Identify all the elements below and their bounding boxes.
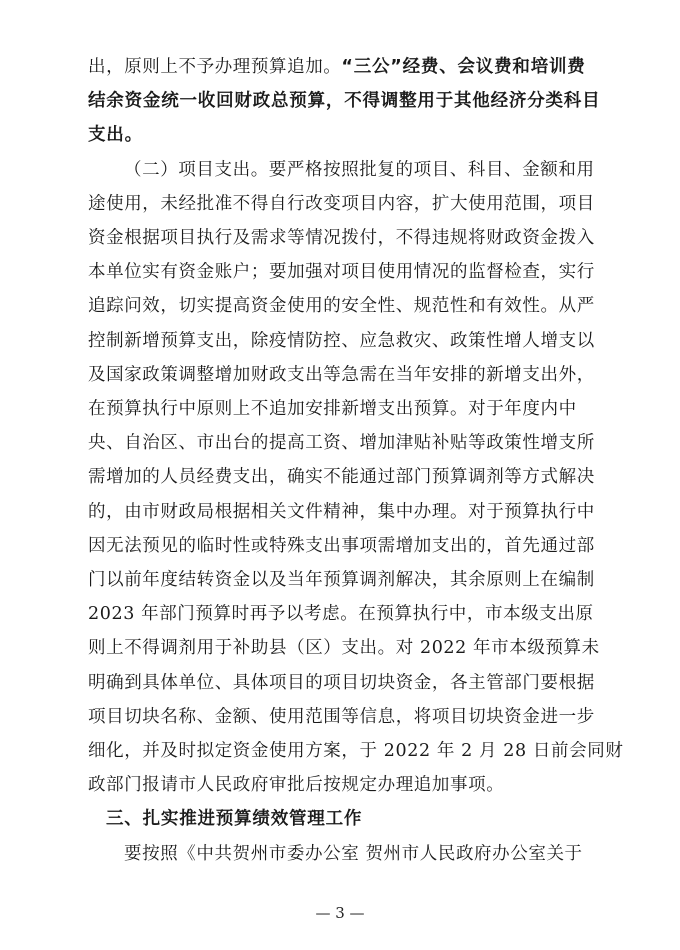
paragraph-line	[88, 53, 608, 81]
paragraph-line: 要按照《中共贺州市委办公室 贺州市人民政府办公室关于	[124, 843, 583, 864]
paragraph-line: 追踪问效，切实提高资金使用的安全性、规范性和有效性。从严	[88, 296, 595, 317]
paragraph-line: 的，由市财政局根据相关文件精神，集中办理。对于预算执行中	[88, 501, 595, 522]
bold-text: 结余资金统一收回财政总预算，不得调整用于其他经济分类科目	[88, 91, 601, 112]
paragraph-line: 控制新增预算支出，除疫情防控、应急救灾、政策性增人增支以	[88, 330, 595, 351]
paragraph-line: 因无法预见的临时性或特殊支出事项需增加支出的，首先通过部	[88, 535, 595, 556]
paragraph-line: 政部门报请市人民政府审批后按规定办理追加事项。	[88, 775, 505, 796]
paragraph-line	[88, 87, 608, 115]
section-heading: 三、扎实推进预算绩效管理工作	[106, 809, 363, 830]
paragraph-line: 央、自治区、市出台的提高工资、增加津贴补贴等政策性增支所	[88, 433, 595, 454]
paragraph-line: 资金根据项目执行及需求等情况拨付，不得违规将财政资金拨入	[88, 228, 595, 248]
paragraph-line: 及国家政策调整增加财政支出等急需在当年安排的新增支出外，	[88, 364, 595, 385]
paragraph-line: 则上不得调剂用于补助县（区）支出。对 2022 年市本级预算未	[88, 638, 600, 659]
paragraph-line	[88, 121, 608, 149]
paragraph-line: 项目切块名称、金额、使用范围等信息，将项目切块资金进一步	[88, 706, 595, 727]
paragraph-line: （二）项目支出。要严格按照批复的项目、科目、金额和用	[124, 159, 595, 180]
paragraph-line: 细化，并及时拟定资金使用方案，于 2022 年 2 月 28 日前会同财	[88, 741, 624, 761]
paragraph-line: 门以前年度结转资金以及当年预算调剂解决，其余原则上在编制	[88, 570, 595, 590]
paragraph-line: 需增加的人员经费支出，确实不能通过部门预算调剂等方式解决	[88, 467, 595, 488]
paragraph-line: 明确到具体单位、具体项目的项目切块资金，各主管部门要根据	[88, 672, 595, 693]
paragraph-line: 在预算执行中原则上不追加安排新增支出预算。对于年度内中	[88, 399, 577, 419]
line-text: 出，原则上不予办理预算追加。	[88, 57, 342, 77]
bold-text: “三公”经费、会议费和培训费	[341, 57, 586, 77]
page-number: — 3 —	[315, 904, 365, 922]
paragraph-line: 2023 年部门预算时再予以考虑。在预算执行中，市本级支出原	[88, 604, 594, 625]
paragraph-line: 本单位实有资金账户；要加强对项目使用情况的监督检查，实行	[88, 262, 595, 283]
paragraph-line: 途使用，未经批准不得自行改变项目内容，扩大使用范围，项目	[88, 193, 595, 214]
bold-text: 支出。	[88, 125, 143, 146]
